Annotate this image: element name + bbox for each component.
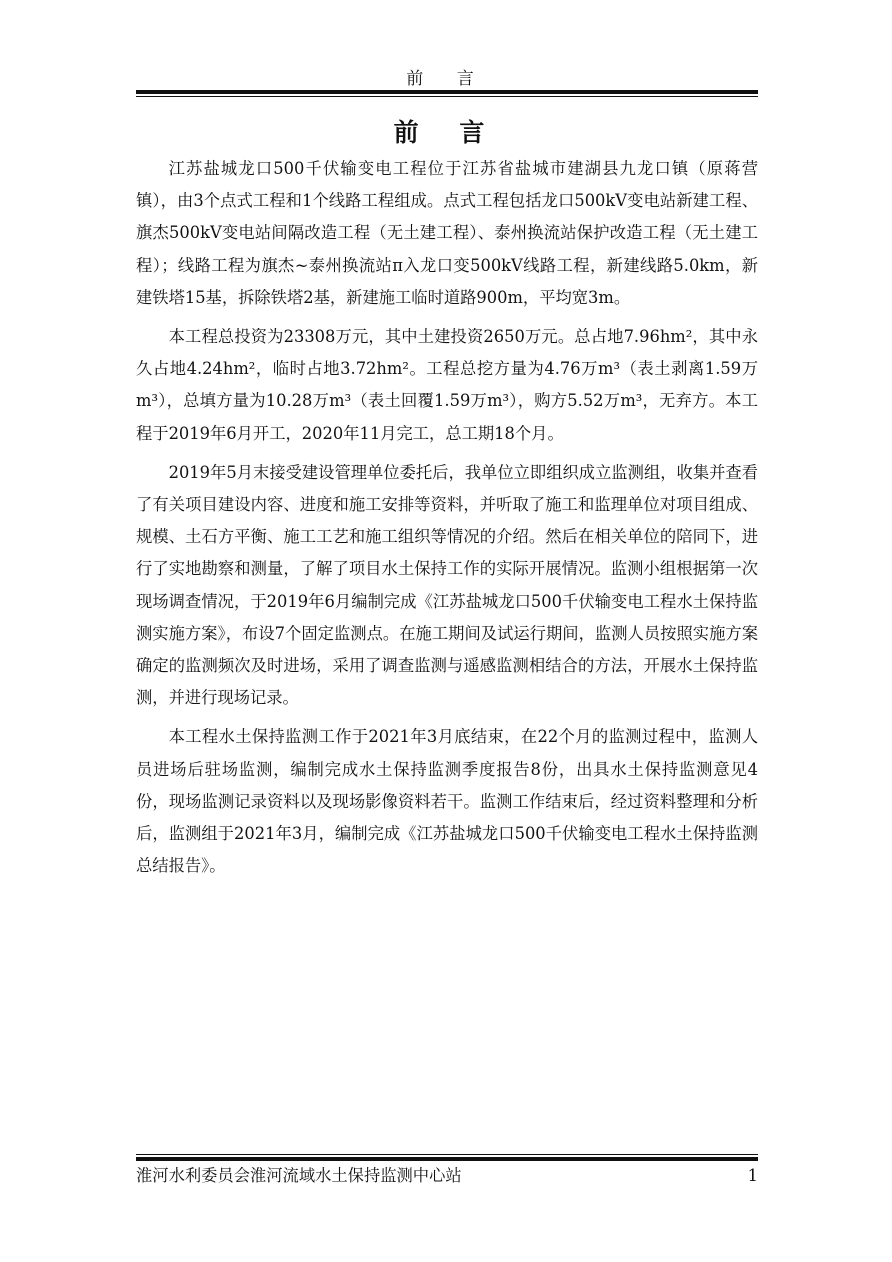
header-rule-thin [136,96,758,97]
body-text [136,153,758,889]
footer-rule-thick [136,1157,758,1161]
paragraph: 2019年5月末接受建设管理单位委托后，我单位立即组织成立监测组，收集并查看了有关项目建设内容、进度和施工安排等资料，并听取了施工和监理单位对项目组成、规模、土石方平衡、施工工艺和施工组织等情况的介绍。然后在相关单位的陪同下，进行了实地勘察和测量，了解了项目水土保持工作的实际开展情况。监测小组根据第一次现场调查情况，于2019年6月编制完成《江苏盐城龙口500千伏输变电工程水土保持监测实施方案》，布设7个固定监测点。在施工期间及试运行期间，监测人员按照实施方案确定的监测频次及时进场，采用了调查监测与遥感监测相结合的方法，开展水土保持监测，并进行现场记录。 [136,462,758,708]
paragraph: 本工程水土保持监测工作于2021年3月底结束，在22个月的监测过程中，监测人员进场后驻场监测，编制完成水土保持监测季度报告8份，出具水土保持监测意见4份，现场监测记录资料以及现场影像资料若干。监测工作结束后，经过资料整理和分析后，监测组于2021年3月，编制完成《江苏盐城龙口500千伏输变电工程水土保持监测总结报告》。 [136,727,758,876]
footer-organization: 淮河水利委员会淮河流域水土保持监测中心站 [136,1166,462,1185]
running-header: 前 言 [406,69,488,89]
paragraph: 本工程总投资为23308万元，其中土建投资2650万元。总占地7.96hm²，其中永久占地4.24hm²，临时占地3.72hm²。工程总挖方量为4.76万m³（表土剥离1.59万m³），总填方量为10.28万m³（表土回覆1.59万m³），购方5.52万m³，无弃方。本工程于2019年6月开工，2020年11月完工，总工期18个月。 [136,327,758,443]
header-rule-thick [136,90,758,94]
footer [136,1164,758,1188]
footer-rule-thin [136,1154,758,1155]
page-number: 1 [747,1166,758,1185]
page-title: 前 言 [393,118,501,147]
paragraph: 江苏盐城龙口500千伏输变电工程位于江苏省盐城市建湖县九龙口镇（原蒋营镇），由3个点式工程和1个线路工程组成。点式工程包括龙口500kV变电站新建工程、旗杰500kV变电站间隔改造工程（无土建工程）、泰州换流站保护改造工程（无土建工程）；线路工程为旗杰~泰州换流站π入龙口变500kV线路工程，新建线路5.0km，新建铁塔15基，拆除铁塔2基，新建施工临时道路900m，平均宽3m。 [136,159,758,307]
